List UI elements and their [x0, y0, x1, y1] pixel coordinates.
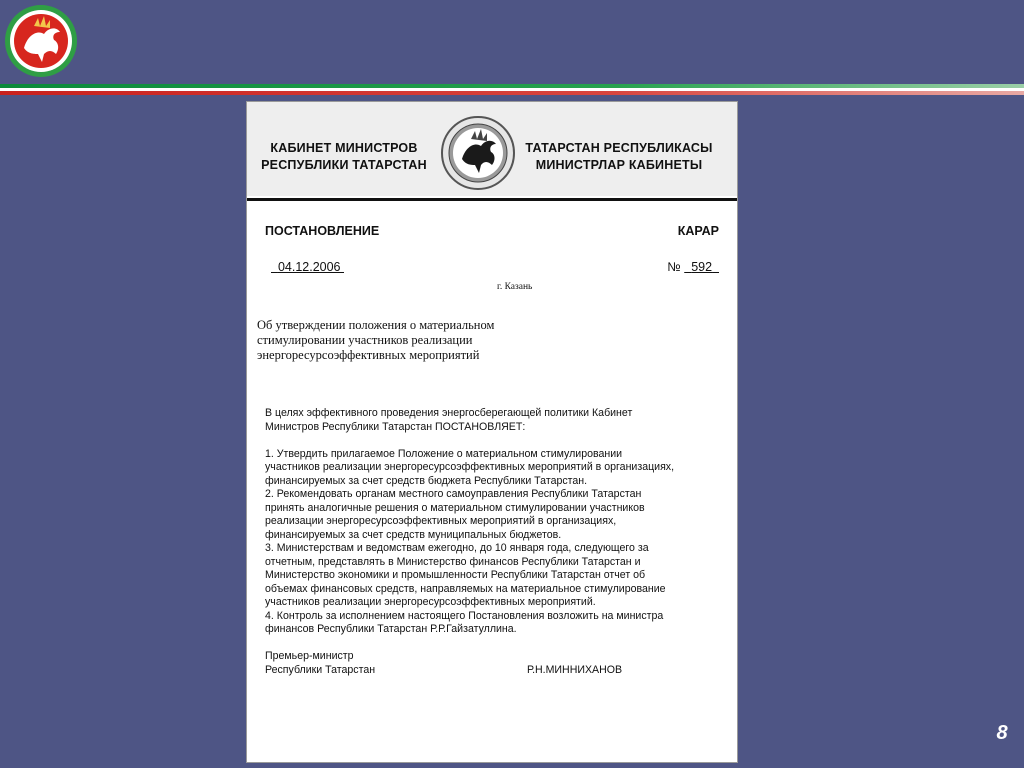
decree-date-value: 04.12.2006	[277, 260, 341, 274]
point-line: 4. Контроль за исполнением настоящего Постановления возложить на министра	[265, 609, 664, 622]
point-line: финансируемых за счет средств бюджета Республики Татарстан.	[265, 474, 588, 487]
red-stripe	[0, 91, 1024, 95]
subject-line: стимулировании участников реализации	[257, 333, 473, 347]
decree-body	[265, 407, 705, 677]
point-line: финансов Республики Татарстан Р.Р.Гайзатуллина.	[265, 623, 517, 635]
point-line: реализации энергоресурсоэффективных мероприятий в организациях,	[265, 515, 617, 527]
letterhead-left-line-1: КАБИНЕТ МИНИСТРОВ	[270, 141, 418, 155]
slide-page-number: 8	[996, 722, 1008, 744]
document-letterhead	[247, 102, 737, 196]
flag-stripes	[0, 84, 1024, 98]
subject-line: энергоресурсоэффективных мероприятий	[257, 348, 480, 362]
decree-number	[667, 260, 719, 274]
signature-title-line: Республики Татарстан	[265, 663, 376, 676]
letterhead-right-line-2: МИНИСТРЛАР КАБИНЕТЫ	[535, 158, 703, 172]
decree-subject	[257, 318, 527, 363]
number-sign: №	[667, 260, 681, 274]
coat-of-arms-icon	[440, 115, 516, 191]
doc-type-ru: ПОСТАНОВЛЕНИЕ	[265, 224, 380, 238]
point-line: 1. Утвердить прилагаемое Положение о материальном стимулировании	[265, 447, 623, 460]
signature-name: Р.Н.МИННИХАНОВ	[527, 663, 623, 676]
decree-city: г. Казань	[497, 282, 533, 292]
point-line: участников реализации энергоресурсоэффективных мероприятий в организациях,	[265, 461, 675, 473]
point-line: объемах финансовых средств, направляемых на материальное стимулирование	[265, 582, 666, 595]
decree-date	[271, 260, 344, 274]
point-line: Министерство экономики и промышленности Республики Татарстан отчет об	[265, 569, 646, 581]
decree-number-text: 592	[691, 260, 713, 274]
letterhead-left-line-2: РЕСПУБЛИКИ ТАТАРСТАН	[261, 158, 427, 172]
point-line: участников реализации энергоресурсоэффективных мероприятий.	[265, 596, 596, 608]
point-line: 2. Рекомендовать органам местного самоуправления Республики Татарстан	[265, 488, 642, 500]
point-line: отчетным, представлять в Министерство финансов Республики Татарстан и	[265, 555, 641, 568]
letterhead-right-line-1: ТАТАРСТАН РЕСПУБЛИКАСЫ	[525, 141, 713, 155]
decree-number-value	[684, 260, 719, 274]
subject-line: Об утверждении положения о материальном	[257, 318, 495, 332]
signature-title-line: Премьер-министр	[265, 650, 354, 662]
letterhead-right	[519, 140, 719, 174]
preamble-line: В целях эффективного проведения энергосберегающей политики Кабинет	[265, 407, 633, 419]
point-line: принять аналогичные решения о материальном стимулировании участников	[265, 501, 645, 514]
signature-row	[265, 664, 705, 678]
doc-type-tt: КАРАР	[677, 224, 719, 238]
point-line: финансируемых за счет средств муниципальных бюджетов.	[265, 528, 562, 541]
letterhead-left	[255, 140, 433, 174]
letterhead-divider	[247, 198, 737, 201]
decree-document	[246, 101, 738, 763]
preamble-line: Министров Республики Татарстан ПОСТАНОВЛЯЕТ:	[265, 420, 526, 433]
tatarstan-emblem-icon	[4, 4, 78, 78]
point-line: 3. Министерствам и ведомствам ежегодно, до 10 января года, следующего за	[265, 542, 649, 554]
